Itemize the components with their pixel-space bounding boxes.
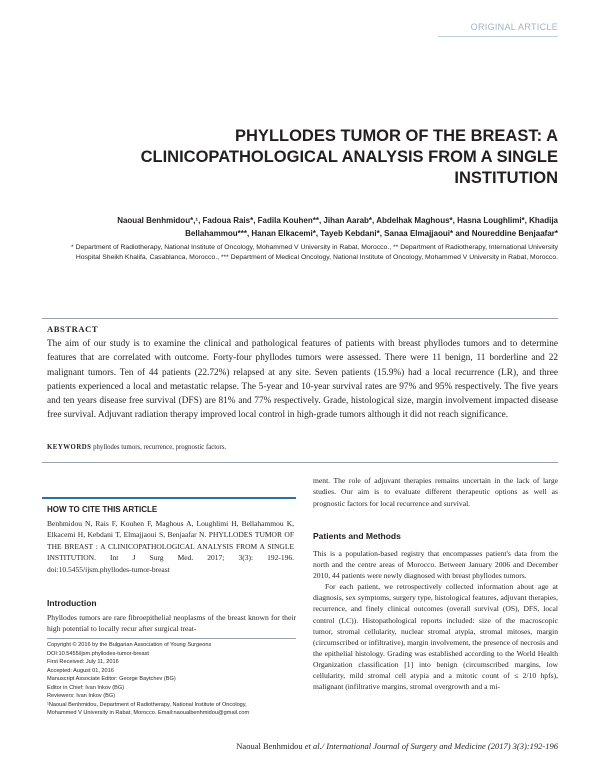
article-metadata xyxy=(47,641,307,718)
accepted-date: Accepted: August 01, 2016 xyxy=(47,667,114,674)
footer-author: Naoual Benhmidou xyxy=(236,741,303,751)
keywords-list: phyllodes tumors, recurrence, prognostic factors. xyxy=(93,444,227,451)
correspondence: Mohammed V University in Rabat, Morocco. Email:naoualbenhmidou@gmail.com xyxy=(47,710,250,716)
abstract-divider-top xyxy=(42,318,558,319)
introduction-continuation: ment. The role of adjuvant therapies remains uncertain in the lack of large studies. Our aim is to evaluate different therapeutic options as well as prognostic factors for local recurrence and survival. xyxy=(313,476,558,508)
page-footer xyxy=(150,741,558,751)
introduction-text: Phyllodes tumors are rare fibroepithelial neoplasms of the breast known for their high potential to locally recur after surgical treat- xyxy=(47,613,296,634)
keywords xyxy=(47,444,558,451)
header-divider xyxy=(438,36,558,37)
correspondence: ¹Naoual Benhmidou, Department of Radiotherapy, National Institute of Oncology, xyxy=(47,701,247,708)
keywords-label: KEYWORDS xyxy=(47,444,92,451)
affiliations: * Department of Radiotherapy, National Institute of Oncology, Mohammed V University in Rabat, Morocco., ** Department of Radiotherapy, International University Hospital Sheikh Khalifa, Casablanca, Morocco., *** Department of Medical Oncology, National Institute of Oncology, Mohammed V University in Rabat, Morocco. xyxy=(71,244,558,261)
introduction-heading: Introduction xyxy=(47,598,97,608)
received-date: First Received: July 11, 2016 xyxy=(47,659,119,665)
abstract-divider-bottom xyxy=(42,462,558,463)
author-list xyxy=(50,214,558,240)
reviewers: Reviewers: Ivan Inkov (BG) xyxy=(47,693,116,699)
citation-heading: HOW TO CITE THIS ARTICLE xyxy=(47,505,158,514)
associate-editor: Manuscript Associate Editor: George Baytchev (BG) xyxy=(47,676,176,682)
footer-citation: et al./ International Journal of Surgery and Medicine (2017) 3(3):192-196 xyxy=(304,741,558,751)
methods-paragraph: For each patient, we retrospectively collected information about age at diagnosis, sex symptoms, surgery type, histological features, adjuvant therapies, recurrence, and finely clinical outcomes (overall survival (OS), DFS, local control (LC)). Histopathological reports included: size of the macroscopic tumor, stromal cellularity, nuclear stromal atypia, stromal mitoses, margin (circumscribed or infiltrative), margin involvement, the presence of necrosis and the epithelial histology. Grading was established according to the World Health Organization classification [1] into benign (circumscribed margins, low cellularity, mild stromal cell atypia and a mitotic count of ≤ 2/10 hpfs), malignant (infiltrative margins, stromal overgrowth and a mi- xyxy=(313,582,558,692)
abstract-heading: ABSTRACT xyxy=(47,324,99,334)
copyright: Copyright © 2016 by the Bulgarian Association of Young Surgeons xyxy=(47,642,212,648)
article-type-label: ORIGINAL ARTICLE xyxy=(470,22,558,32)
citation-text: Benhmidou N, Rais F, Kouhen F, Maghous A, Loughlimi H, Bellahammou K, Elkacemi H, Kebdani T, Elmajjaoui S, Benjaafar N. PHYLLODES TUMOR OF THE BREAST : A CLINICOPATHOLOGICAL ANALYSIS FROM A SINGLE INSTITUTION. Int J Surg Med. 2017; 3(3): 192-196. doi:10.5455/ijsm.phyllodes-tumor-breast xyxy=(47,519,294,574)
methods-text xyxy=(313,548,558,692)
abstract-text: The aim of our study is to examine the clinical and pathological features of patients with breast phyllodes tumors and to determine features that are correlated with outcome. Forty-four phyllodes tumors were assessed. There were 11 benign, 11 borderline and 22 malignant tumors. Ten of 44 patients (22.72%) relapsed at any site. Seven patients (15.9%) had a local recurrence (LR), and three patients experienced a local and metastatic relapse. The 5-year and 10-year survival rates are 97% and 95% respectively. The five years and ten years disease free survival (DFS) are 81% and 77% respectively. Grade, histological size, margin involvement impacted disease free survival. Adjuvant radiation therapy improved local control in high-grade tumors although it did not reach significance. xyxy=(47,339,558,421)
article-title: PHYLLODES TUMOR OF THE BREAST: A CLINICOPATHOLOGICAL ANALYSIS FROM A SINGLE INSTITUTION xyxy=(140,127,558,187)
author-line: Naoual Benhmidou*,¹, Fadoua Rais*, Fadila Kouhen**, Jihan Aarab*, Abdelhak Maghous*, Hasna Loughlimi*, Khadija xyxy=(117,216,558,225)
methods-paragraph: This is a population-based registry that encompasses patient's data from the north and the centre areas of Morocco. Between January 2006 and December 2010, 44 patients were newly diagnosed with breast phyllodes tumors. xyxy=(313,549,558,581)
metadata-divider xyxy=(47,638,296,639)
editor-in-chief: Editor in Chief: Ivan Inkov (BG) xyxy=(47,684,125,691)
author-line: Bellahammou***, Hanan Elkacemi*, Tayeb Kebdani*, Sanaa Elmajjaoui* and Noureddine Benjaafar* xyxy=(185,229,558,238)
methods-heading: Patients and Methods xyxy=(313,531,401,541)
doi: DOI:10.5455/ijsm.phyllodes-tumor-breast xyxy=(47,650,149,657)
